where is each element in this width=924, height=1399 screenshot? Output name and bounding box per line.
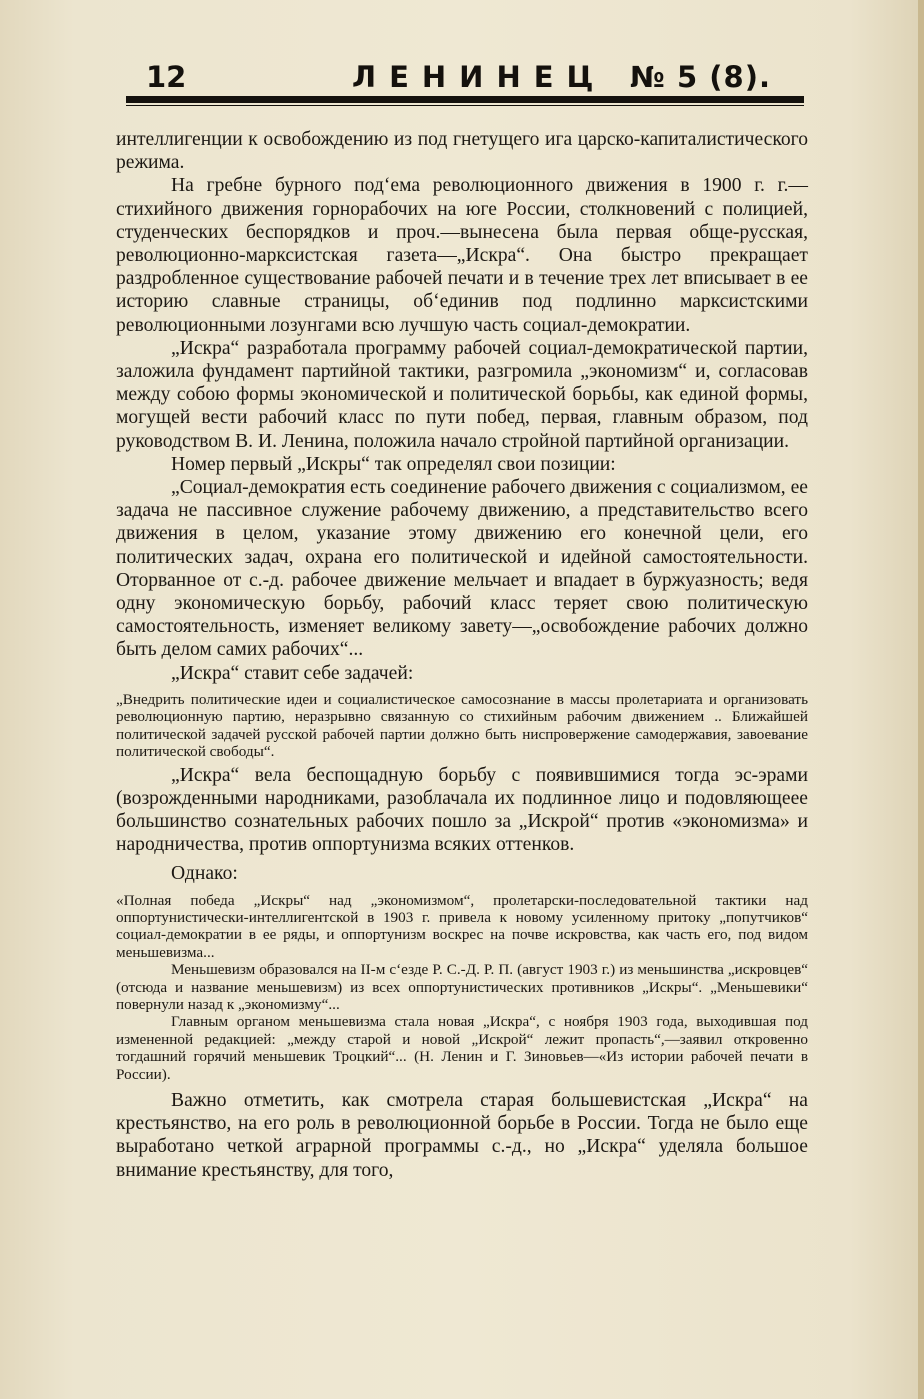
small-quote: „Внедрить политические идеи и социалистическое самосознание в массы пролетариата и организовать революционную партию, неразрывно связанную со стихийным рабочим движением .. Ближайшей политической задачей русской рабочей партии должно быть ниспровержение самодержавия, завоевание политической свободы“. <box>116 690 808 761</box>
quote-paragraph: „Социал-демократия есть соединение рабочего движения с социализмом, ее задача не пассивное служение рабочему движению, а представительство всего движения в целом, указание этому движению его конечной цели, его политических задач, охрана его политической и идейной самостоятельности. Оторванное от с.-д. рабочее движение мельчает и впадает в буржуазность; ведя одну экономическую борьбу, рабочий класс теряет свою политическую самостоятельность, изменяет великому завету—„освобождение рабочих должно быть делом самих рабочих“... <box>116 477 808 661</box>
paragraph: Важно отметить, как смотрела старая большевистская „Искра“ на крестьянство, на его роль в революционной борьбе в России. Тогда не было еще выработано четкой аграрной программы с.-д., но „Искра“ уделяла большое внимание крестьянству, для того, <box>116 1089 808 1181</box>
paragraph: Номер первый „Искры“ так определял свои позиции: <box>171 453 616 475</box>
paragraph: „Искра“ разработала программу рабочей социал-демократической партии, заложила фундамент партийной тактики, разгромила „экономизм“ и, согласовав между собою формы экономической и политической борьбы, как единой формы, могущей вести рабочий класс по пути побед, первая, главным образом, под руководством В. И. Ленина, положила начало стройной партийной организации. <box>116 337 808 452</box>
page-number: 12 <box>146 60 187 94</box>
article-body <box>116 128 808 1182</box>
newspaper-title: ЛЕНИНЕЦ <box>352 60 607 94</box>
small-quote: «Полная победа „Искры“ над „экономизмом“, пролетарски-последовательной тактики над оппортунистически-интеллигентской в 1903 г. привела к новому усиленному притоку „попутчиков“ социал-демократии в ее ряды, и оппортунизм воскрес на почве искровства, как часть его, под видом меньшевизма... <box>116 891 808 961</box>
paragraph: „Искра“ ставит себе задачей: <box>171 662 414 684</box>
header-rule <box>126 96 804 106</box>
small-quote: Меньшевизм образовался на II-м с‘езде Р. С.-Д. Р. П. (август 1903 г.) из меньшинства „искровцев“ (отсюда и название меньшевизм) из всех оппортунистических противников „Искры“. „Меньшевики“ повернули назад к „экономизму“... <box>116 961 808 1013</box>
paragraph: На гребне бурного под‘ема революционного движения в 1900 г. г.—стихийного движения горнорабочих на юге России, столкновений с полицией, студенческих беспорядков и проч.—вынесена была первая обще-русская, революционно-марксистская газета—„Искра“. Она быстро прекращает раздробленное существование рабочей печати и в течение трех лет вписывает в ее историю славные страницы, об‘единив под подлинно марксистскими революционными лозунгами всю лучшую часть социал-демократии. <box>116 175 808 336</box>
small-quote: Главным органом меньшевизма стала новая „Искра“, с ноября 1903 года, выходившая под измененной редакцией: „между старой и новой „Искрой“ лежит пропасть“,—заявил откровенно тогдашний горячий меньшевик Троцкий“... (Н. Ленин и Г. Зиновьев—«Из истории рабочей печати в России). <box>116 1013 808 1083</box>
paragraph: „Искра“ вела беспощадную борьбу с появившимися тогда эс-эрами (возрожденными народниками, разоблачала их подлинное лицо и подовляющеее большинство сознательных рабочих пошло за „Искрой“ против «экономизма» и народничества, против оппортунизма всяких оттенков. <box>116 764 808 856</box>
paragraph: Однако: <box>171 863 238 885</box>
page-header <box>126 58 806 98</box>
paragraph: интеллигенции к освобождению из под гнетущего ига царско-капиталистического режима. <box>116 129 808 174</box>
issue-number: № 5 (8). <box>630 60 771 94</box>
page-edge <box>918 0 924 1399</box>
